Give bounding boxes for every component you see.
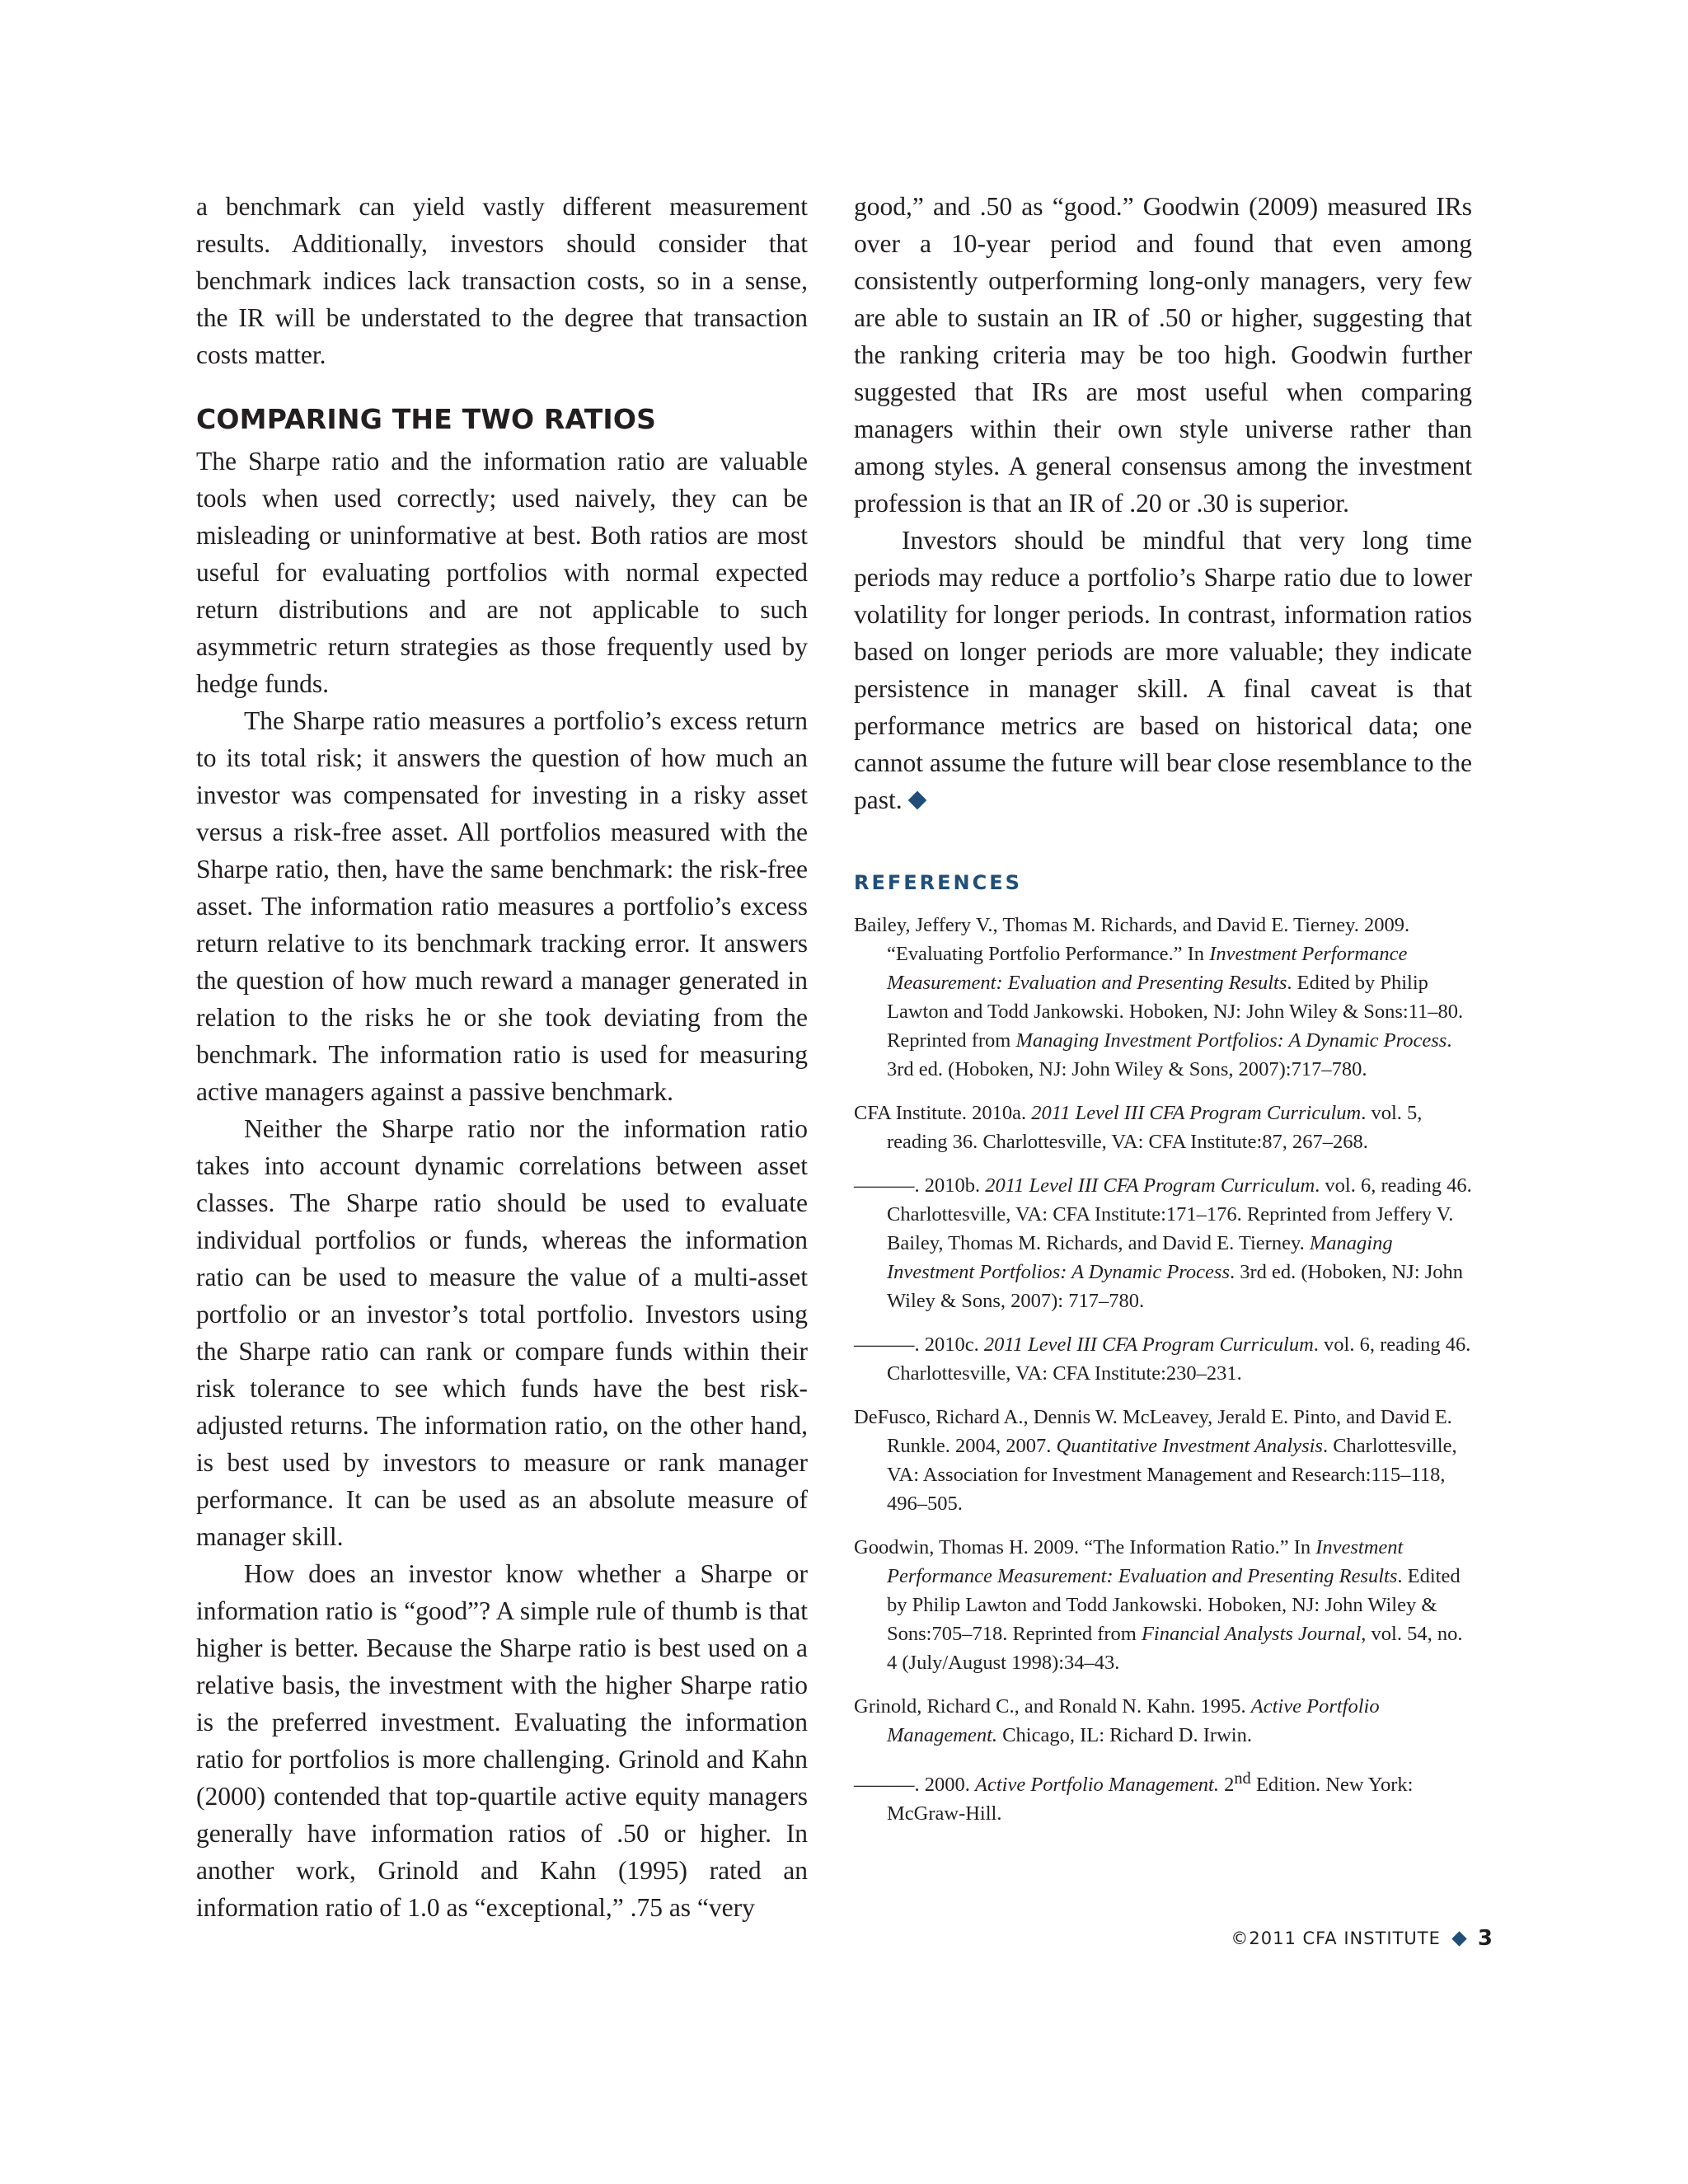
references-list [854,911,1472,1828]
page-footer [1231,1926,1493,1951]
paragraph-2: The Sharpe ratio measures a portfolio’s excess return to its total risk; it answers the question of how much an investor was compensated for investing in a risky asset versus a risk-free asset. All portfolios measured with the Sharpe ratio, then, have the same benchmark: the risk-free asset. The information ratio measures a portfolio’s excess return relative to its benchmark tracking error. It answers the question of how much reward a manager generated in relation to the risks he or she took deviating from the benchmark. The information ratio is used for measuring active managers against a passive benchmark. [196,706,808,1106]
reference-item: DeFusco, Richard A., Dennis W. McLeavey, Jerald E. Pinto, and David E. Runkle. 2004, 2007. Quantitative Investment Analysis. Charlottesville, VA: Association for Investment Management and Research:115–118, 496–505. [854,1406,1457,1515]
paragraph-1: The Sharpe ratio and the information ratio are valuable tools when used correctly; used naively, they can be misleading or uninformative at best. Both ratios are most useful for evaluating portfolios with normal expected return distributions and are not applicable to such asymmetric return strategies as those frequently used by hedge funds. [196,447,808,698]
reference-item: Bailey, Jeffery V., Thomas M. Richards, and David E. Tierney. 2009. “Evaluating Portfolio Performance.” In Investment Performance Measurement: Evaluation and Presenting Results. Edited by Philip Lawton and Todd Jankowski. Hoboken, NJ: John Wiley & Sons:11–80. Reprinted from Managing Investment Portfolios: A Dynamic Process. 3rd ed. (Hoboken, NJ: John Wiley & Sons, 2007):717–780. [854,914,1464,1080]
paragraph-6 [854,522,1472,818]
right-column [854,188,1472,1843]
section-heading: COMPARING THE TWO RATIOS [196,403,657,435]
reference-item: CFA Institute. 2010a. 2011 Level III CFA Program Curriculum. vol. 5, reading 36. Charlottesville, VA: CFA Institute:87, 267–268. [854,1102,1423,1153]
references-heading: REFERENCES [854,871,1022,894]
paragraph-3: Neither the Sharpe ratio nor the information ratio takes into account dynamic correlations between asset classes. The Sharpe ratio should be used to evaluate individual portfolios or funds, whereas the information ratio can be used to measure the value of a multi-asset portfolio or an investor’s total portfolio. Investors using the Sharpe ratio can rank or compare funds within their risk tolerance to see which funds have the best risk-adjusted returns. The information ratio, on the other hand, is best used by investors to measure or rank manager performance. It can be used as an absolute measure of manager skill. [196,1114,808,1551]
page-number: 3 [1477,1926,1493,1951]
reference-item: Goodwin, Thomas H. 2009. “The Information Ratio.” In Investment Performance Measurement: Evaluation and Presenting Results. Edited by Philip Lawton and Todd Jankowski. Hoboken, NJ: John Wiley & Sons:705–718. Reprinted from Financial Analysts Journal, vol. 54, no. 4 (July/August 1998):34–43. [854,1536,1463,1674]
paragraph-6-text: Investors should be mindful that very long time periods may reduce a portfolio’s Sharpe ratio due to lower volatility for longer periods. In contrast, information ratios based on longer periods are more valuable; they indicate persistence in manager skill. A final caveat is that performance metrics are based on historical data; one cannot assume the future will bear close resemblance to the past. [854,526,1472,814]
copyright-text: ©2011 CFA INSTITUTE [1231,1929,1441,1948]
footer-diamond-icon [1451,1931,1466,1946]
left-column [196,188,808,1926]
paragraph-intro: a benchmark can yield vastly different measurement results. Additionally, investors should consider that benchmark indices lack transaction costs, so in a sense, the IR will be understated to the degree that transaction costs matter. [196,192,808,369]
reference-item: ———. 2010c. 2011 Level III CFA Program Curriculum. vol. 6, reading 46. Charlottesville, VA: CFA Institute:230–231. [854,1333,1471,1385]
reference-item: ———. 2010b. 2011 Level III CFA Program Curriculum. vol. 6, reading 46. Charlottesville, VA: CFA Institute:171–176. Reprinted from Jeffery V. Bailey, Thomas M. Richards, and David E. Tierney. Managing Investment Portfolios: A Dynamic Process. 3rd ed. (Hoboken, NJ: John Wiley & Sons, 2007): 717–780. [854,1174,1472,1312]
paragraph-4: How does an investor know whether a Sharpe or information ratio is “good”? A simple rule of thumb is that higher is better. Because the Sharpe ratio is best used on a relative basis, the investment with the higher Sharpe ratio is the preferred investment. Evaluating the information ratio for portfolios is more challenging. Grinold and Kahn (2000) contended that top-quartile active equity managers generally have information ratios of .50 or higher. In another work, Grinold and Kahn (1995) rated an information ratio of 1.0 as “exceptional,” .75 as “very [196,1559,808,1922]
paragraph-5: good,” and .50 as “good.” Goodwin (2009) measured IRs over a 10-year period and found that even among consistently outperforming long-only managers, very few are able to sustain an IR of .50 or higher, suggesting that the ranking criteria may be too high. Goodwin further suggested that IRs are most useful when comparing managers within their own style universe rather than among styles. A general consensus among the investment profession is that an IR of .20 or .30 is superior. [854,192,1472,518]
end-diamond-icon [907,791,926,810]
reference-item: ———. 2000. Active Portfolio Management. 2nd Edition. New York: McGraw-Hill. [854,1769,1414,1825]
reference-item: Grinold, Richard C., and Ronald N. Kahn. 1995. Active Portfolio Management. Chicago, IL: Richard D. Irwin. [854,1695,1380,1746]
